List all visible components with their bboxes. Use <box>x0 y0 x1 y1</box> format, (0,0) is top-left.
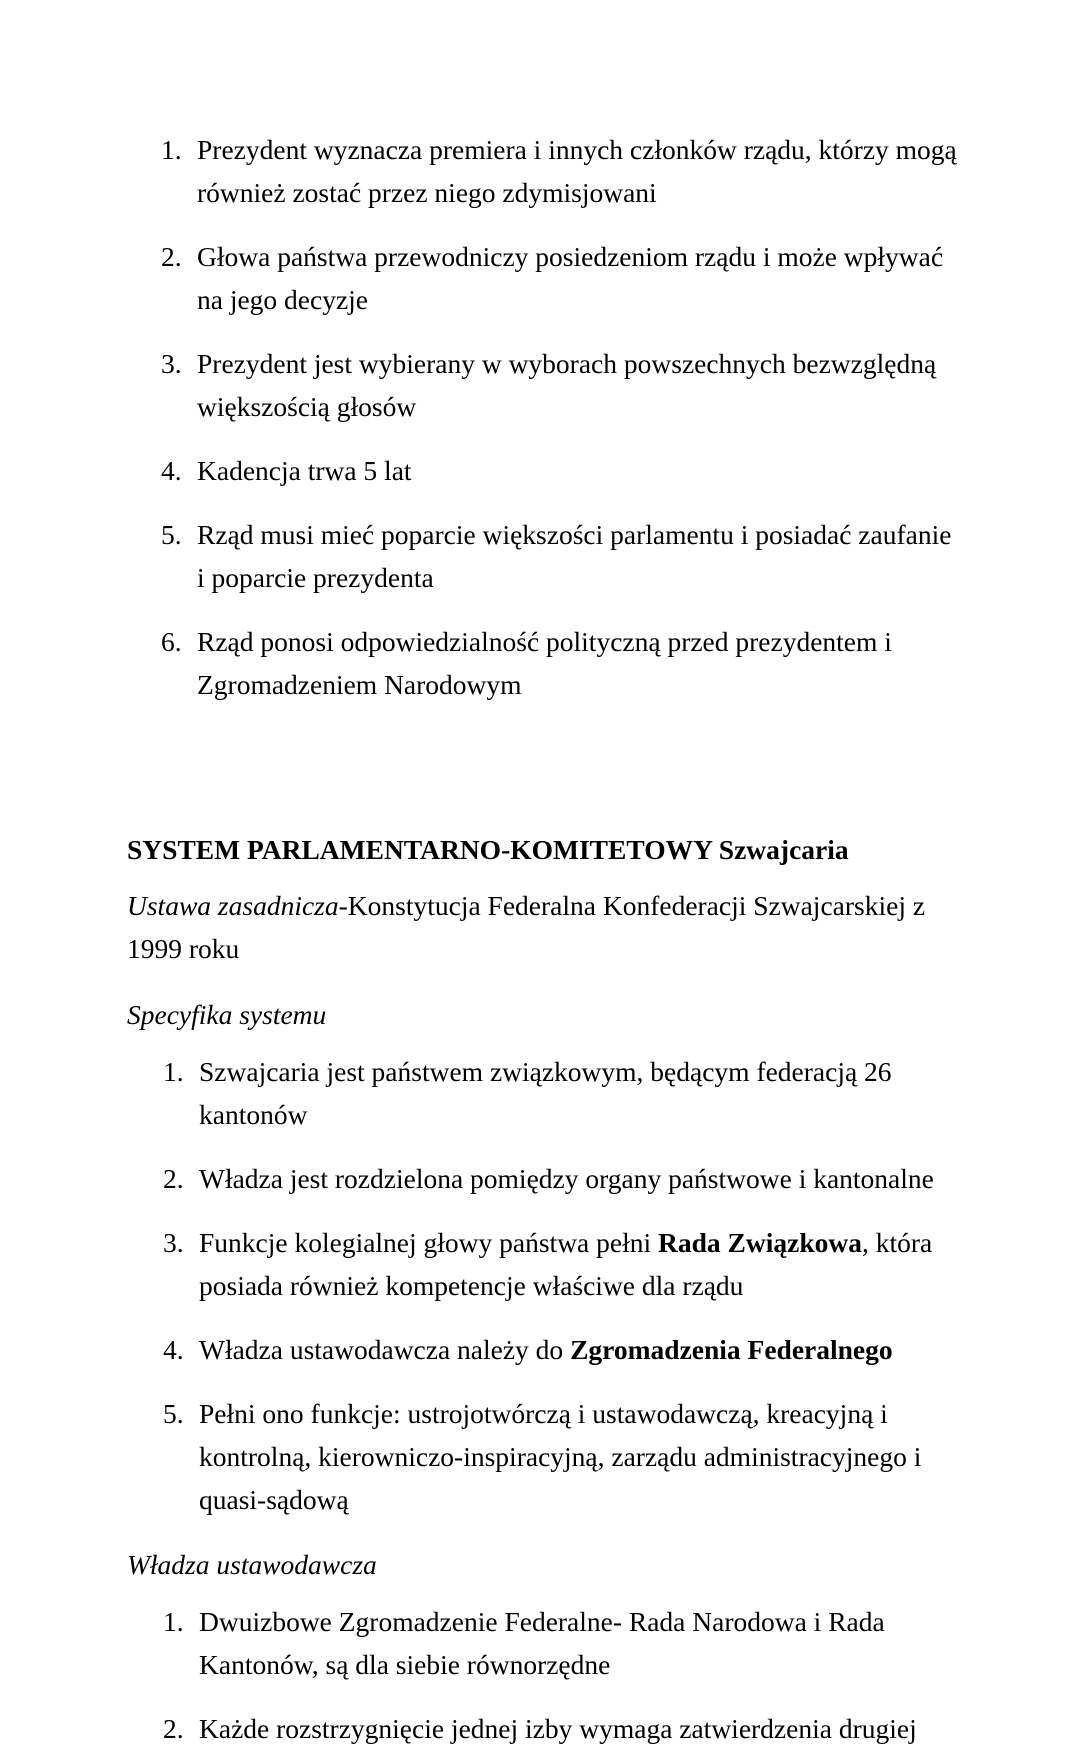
list-item <box>127 1600 957 1686</box>
list-item <box>127 1221 957 1307</box>
list-item <box>127 449 957 492</box>
list-item <box>127 1050 957 1136</box>
subheading-spacer <box>127 1036 957 1050</box>
list-item-text: Prezydent wyznacza premiera i innych członków rządu, którzy mogą również zostać przez niego zdymisjowani <box>197 134 957 208</box>
list-item-text: Pełni ono funkcje: ustrojotwórczą i ustawodawczą, kreacyjną i kontrolną, kierowniczo-inspiracyjną, zarządu administracyjnego i quasi-sądową <box>199 1398 922 1515</box>
list-item-text: Szwajcaria jest państwem związkowym, będącym federacją 26 kantonów <box>199 1056 892 1130</box>
list-item-text: Rząd ponosi odpowiedzialność polityczną przed prezydentem i Zgromadzeniem Narodowym <box>197 626 892 700</box>
list-marker: 2. <box>163 1713 184 1744</box>
list-item-text: Głowa państwa przewodniczy posiedzeniom rządu i może wpływać na jego decyzje <box>197 241 944 315</box>
list-item <box>127 1328 957 1371</box>
list-marker: 2. <box>161 241 182 272</box>
list-marker: 3. <box>163 1227 184 1258</box>
list-item-text: Każde rozstrzygnięcie jednej izby wymaga zatwierdzenia drugiej <box>199 1713 917 1744</box>
list-marker: 5. <box>163 1398 184 1429</box>
list-item-text-before: Władza ustawodawcza należy do <box>199 1334 571 1365</box>
constitution-paragraph <box>127 884 957 970</box>
list-spacer <box>127 1521 957 1543</box>
list-item-text <box>199 1221 957 1307</box>
constitution-italic-label: Ustawa zasadnicza <box>127 890 339 921</box>
list-item-text <box>199 1328 957 1371</box>
list-marker: 1. <box>163 1056 184 1087</box>
list-item-text: Rząd musi mieć poparcie większości parlamentu i posiadać zaufanie i poparcie prezydenta <box>197 519 952 593</box>
document-body <box>127 128 957 1750</box>
subheading-wladza-ustawodawcza: Władza ustawodawcza <box>127 1549 377 1580</box>
list-item <box>127 620 957 706</box>
list-marker: 3. <box>161 348 182 379</box>
list-item <box>127 235 957 321</box>
list-item <box>127 1157 957 1200</box>
wladza-ustawodawcza-list <box>127 1600 957 1750</box>
list-marker: 6. <box>161 626 182 657</box>
list-item <box>127 513 957 599</box>
list-item <box>127 1707 957 1750</box>
specyfika-systemu-list <box>127 1050 957 1521</box>
list-item <box>127 128 957 214</box>
page-title: SYSTEM PARLAMENTARNO-KOMITETOWY Szwajcaria <box>127 834 849 865</box>
list-item-text: Kadencja trwa 5 lat <box>197 455 412 486</box>
list-item <box>127 1392 957 1521</box>
list-marker: 1. <box>163 1606 184 1637</box>
list-marker: 4. <box>163 1334 184 1365</box>
heading-spacer <box>127 871 957 884</box>
presidential-powers-list <box>127 128 957 706</box>
list-item-text: Prezydent jest wybierany w wyborach powszechnych bezwzględną większością głosów <box>197 348 937 422</box>
section-spacer <box>127 706 957 828</box>
list-marker: 5. <box>161 519 182 550</box>
list-item-text-after: , która posiada również kompetencje właściwe dla rządu <box>199 1227 933 1301</box>
subheading-spacer <box>127 1586 957 1600</box>
emphasis-zgromadzenie-federalne: Zgromadzenia Federalnego <box>570 1334 893 1365</box>
list-item-text: Władza jest rozdzielona pomiędzy organy państwowe i kantonalne <box>199 1163 934 1194</box>
list-marker: 4. <box>161 455 182 486</box>
subheading-specyfika-systemu: Specyfika systemu <box>127 999 327 1030</box>
constitution-rest-text: -Konstytucja Federalna Konfederacji Szwajcarskiej z 1999 roku <box>127 890 926 964</box>
list-marker: 1. <box>161 134 182 165</box>
paragraph-spacer <box>127 970 957 993</box>
list-marker: 2. <box>163 1163 184 1194</box>
list-item-text-before: Funkcje kolegialnej głowy państwa pełni <box>199 1227 659 1258</box>
list-item <box>127 342 957 428</box>
emphasis-rada-zwiazkowa: Rada Związkowa <box>658 1227 862 1258</box>
list-item-text: Dwuizbowe Zgromadzenie Federalne- Rada Narodowa i Rada Kantonów, są dla siebie równorzędne <box>199 1606 885 1680</box>
